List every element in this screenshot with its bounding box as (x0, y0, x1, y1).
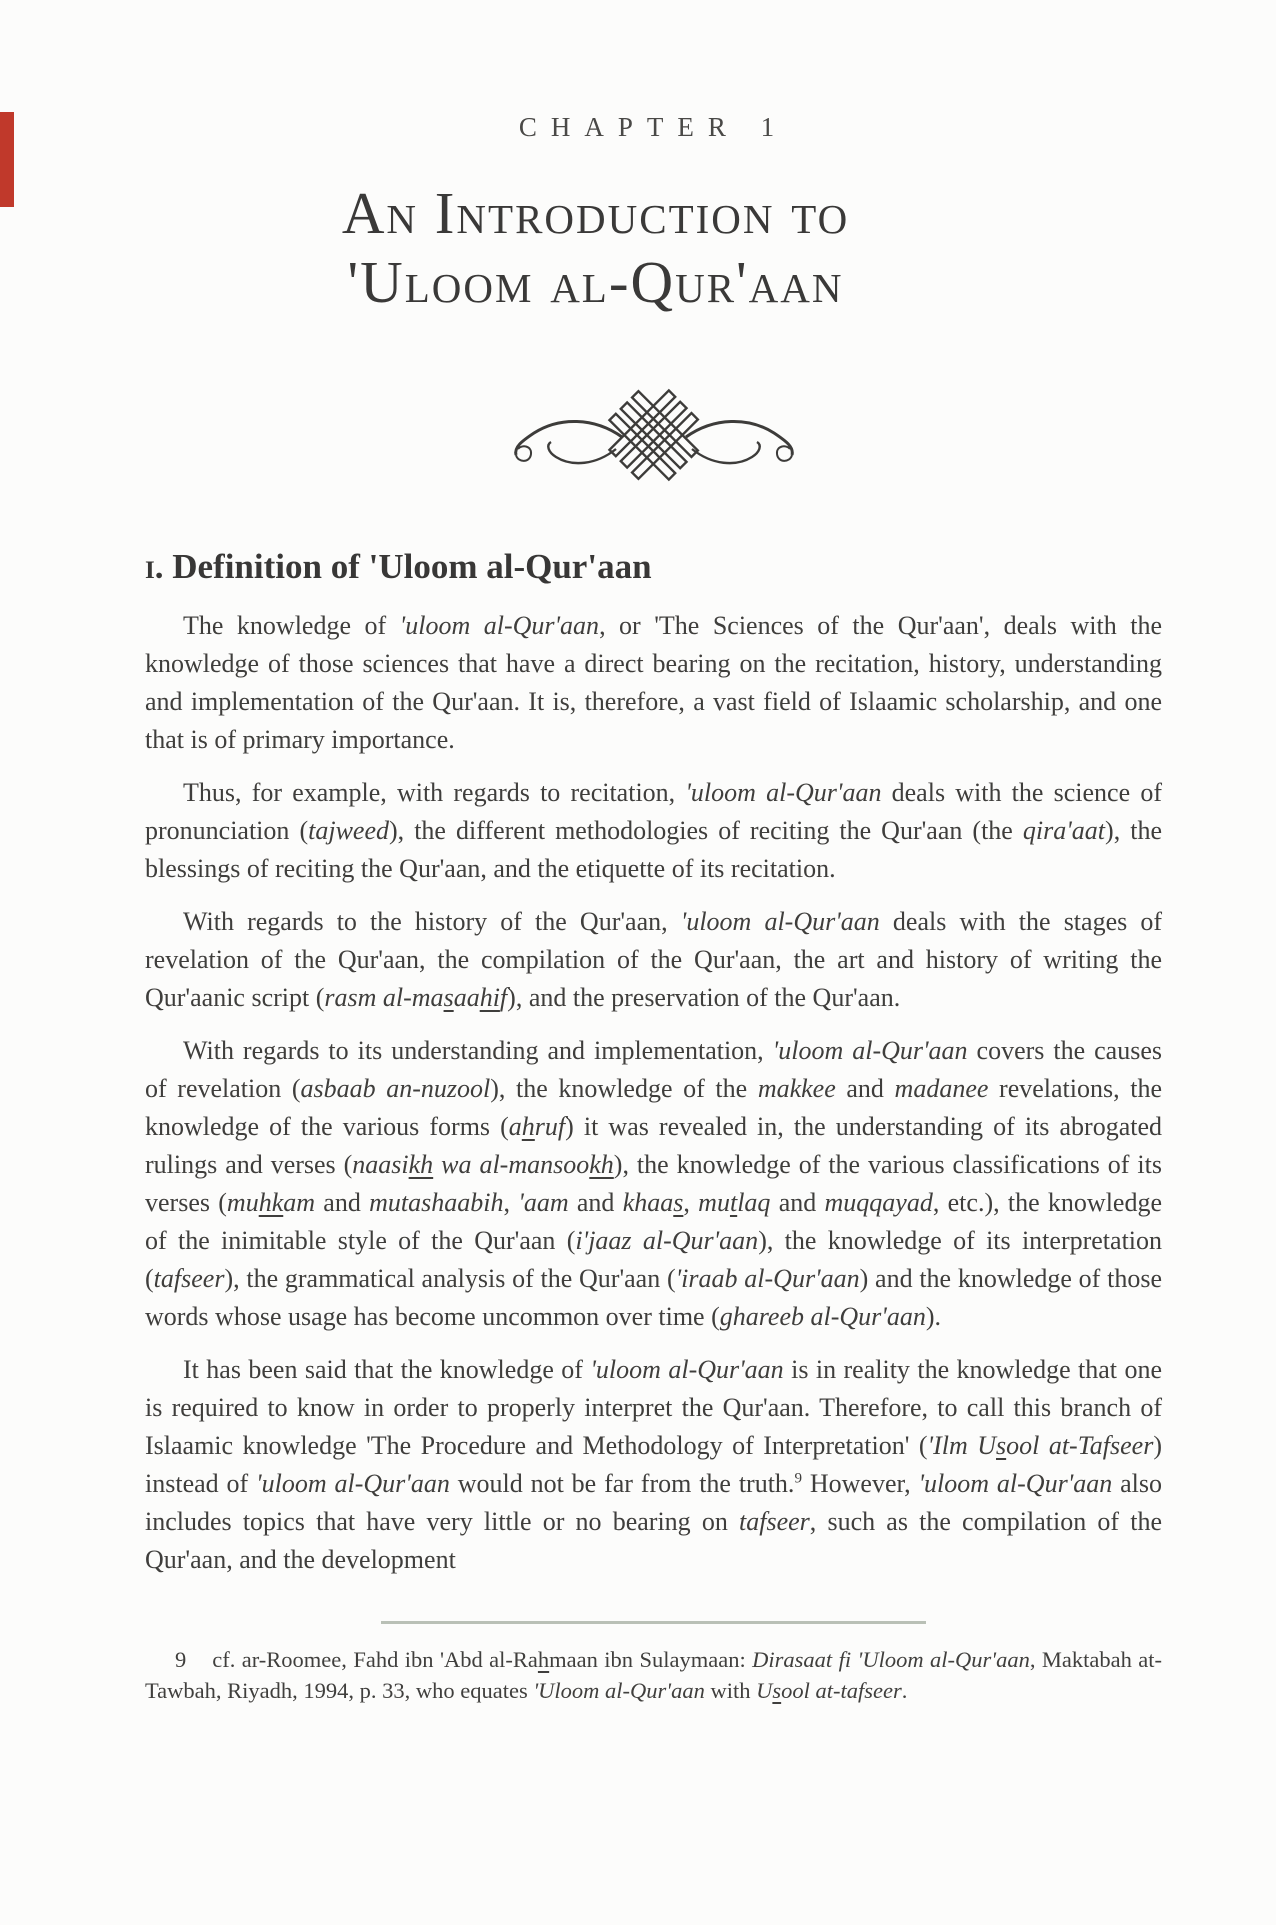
red-bookmark-strip (0, 112, 14, 207)
paragraph-definition-intro: The knowledge of 'uloom al-Qur'aan, or 'The Sciences of the Qur'aan', deals with the knowledge of those sciences that have a direct bearing on the recitation, history, understanding and implementation of the Qur'aan. It is, therefore, a vast field of Islaamic scholarship, and one that is of primary importance. (145, 611, 1162, 755)
footnote-number: 9 (175, 1647, 187, 1673)
section-heading-text: Definition of 'Uloom al-Qur'aan (163, 547, 652, 587)
book-title-line1: An Introduction to (341, 180, 850, 246)
flourish-ornament-icon (504, 375, 804, 495)
chapter-label: CHAPTER 1 (518, 112, 789, 142)
book-title-line2: 'Uloom al-Qur'aan (347, 249, 844, 316)
footnote-text: cf. ar-Roomee, Fahd ibn 'Abd al-Rahmaan ibn Sulaymaan: Dirasaat fi 'Uloom al-Qur'aan, Maktabah at-Tawbah, Riyadh, 1994, p. 33, who equates 'Uloom al-Qur'aan with Usool at-tafseer. (145, 1647, 1163, 1704)
footnote (145, 1644, 1162, 1706)
footnote-divider (381, 1621, 926, 1624)
paragraph-understanding: With regards to its understanding and implementation, 'uloom al-Qur'aan covers the causes of revelation (asbaab an-nuzool), the knowledge of the makkee and madanee revelations, the knowledge of the various forms (ahruf) it was revealed in, the understanding of its abrogated rulings and verses (naasikh wa al-mansookh), the knowledge of the various classifications of its verses (muhkam and mutashaabih, 'aam and khaas, mutlaq and muqqayad, etc.), the knowledge of the inimitable style of the Qur'aan (i'jaaz al-Qur'aan), the knowledge of its interpretation (tafseer), the grammatical analysis of the Qur'aan ('iraab al-Qur'aan) and the knowledge of those words whose usage has become uncommon over time (ghareeb al-Qur'aan). (145, 1036, 1163, 1332)
paragraph-tafseer: It has been said that the knowledge of 'uloom al-Qur'aan is in reality the knowledge that one is required to know in order to properly interpret the Qur'aan. Therefore, to call this branch of Islaamic knowledge 'The Procedure and Methodology of Interpretation' ('Ilm Usool at-Tafseer) instead of 'uloom al-Qur'aan would not be far from the truth.$^9$ However, 'uloom al-Qur'aan also includes topics that have very little or no bearing on tafseer, such as the compilation of the Qur'aan, and the development (145, 1355, 1163, 1575)
book-page (0, 112, 1276, 1706)
book-title (87, 179, 1104, 317)
section-numeral: i. (145, 547, 164, 587)
ornament-container (145, 375, 1162, 495)
section-heading (145, 547, 1162, 587)
paragraph-recitation: Thus, for example, with regards to recitation, 'uloom al-Qur'aan deals with the science of pronunciation (tajweed), the different methodologies of reciting the Qur'aan (the qira'aat), the blessings of reciting the Qur'aan, and the etiquette of its recitation. (145, 778, 1163, 884)
paragraph-history: With regards to the history of the Qur'aan, 'uloom al-Qur'aan deals with the stages of revelation of the Qur'aan, the compilation of the Qur'aan, the art and history of writing the Qur'aanic script (rasm al-masaahif), and the preservation of the Qur'aan. (145, 907, 1163, 1013)
